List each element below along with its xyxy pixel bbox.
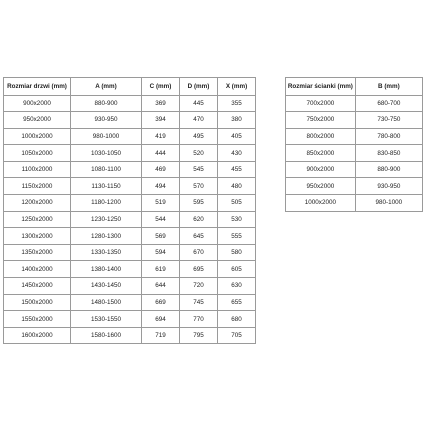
table-cell: 1080-1100: [71, 161, 142, 178]
table-cell: 694: [142, 311, 180, 328]
table-cell: 1530-1550: [71, 311, 142, 328]
table-cell: 880-900: [355, 161, 422, 178]
table-cell: 950x2000: [4, 112, 71, 129]
table-row: [286, 195, 423, 212]
table-cell: 800x2000: [286, 128, 356, 145]
column-header: D (mm): [180, 78, 218, 96]
table-cell: 980-1000: [71, 128, 142, 145]
table-row: [286, 112, 423, 129]
table-cell: 530: [218, 211, 256, 228]
table-cell: 1180-1200: [71, 195, 142, 212]
table-cell: 369: [142, 95, 180, 112]
table-row: [4, 327, 256, 344]
table-cell: 719: [142, 327, 180, 344]
table-cell: 1500x2000: [4, 294, 71, 311]
table-cell: 1330-1350: [71, 244, 142, 261]
table-cell: 1200x2000: [4, 195, 71, 212]
table-cell: 430: [218, 145, 256, 162]
table-cell: 900x2000: [4, 95, 71, 112]
table-row: [4, 294, 256, 311]
table-row: [286, 178, 423, 195]
door-sizes-table-body: [4, 95, 256, 344]
column-header: A (mm): [71, 78, 142, 96]
table-cell: 1430-1450: [71, 278, 142, 295]
wall-sizes-table-body: [286, 95, 423, 211]
table-cell: 669: [142, 294, 180, 311]
header-row: [4, 78, 256, 96]
table-cell: 570: [180, 178, 218, 195]
column-header: X (mm): [218, 78, 256, 96]
table-cell: 620: [180, 211, 218, 228]
table-cell: 1350x2000: [4, 244, 71, 261]
table-row: [4, 278, 256, 295]
table-cell: 730-750: [355, 112, 422, 129]
table-cell: 569: [142, 228, 180, 245]
table-row: [286, 145, 423, 162]
table-row: [4, 311, 256, 328]
table-cell: 1150x2000: [4, 178, 71, 195]
table-cell: 830-850: [355, 145, 422, 162]
table-cell: 630: [218, 278, 256, 295]
table-cell: 930-950: [355, 178, 422, 195]
table-cell: 445: [180, 95, 218, 112]
table-cell: 545: [180, 161, 218, 178]
table-cell: 419: [142, 128, 180, 145]
table-cell: 519: [142, 195, 180, 212]
table-cell: 1280-1300: [71, 228, 142, 245]
table-cell: 380: [218, 112, 256, 129]
table-row: [4, 128, 256, 145]
table-row: [286, 128, 423, 145]
table-cell: 1550x2000: [4, 311, 71, 328]
table-row: [4, 261, 256, 278]
table-cell: 594: [142, 244, 180, 261]
table-cell: 680: [218, 311, 256, 328]
door-sizes-table: [3, 77, 256, 344]
table-cell: 495: [180, 128, 218, 145]
table-row: [4, 161, 256, 178]
table-cell: 680-700: [355, 95, 422, 112]
column-header: B (mm): [355, 78, 422, 96]
table-cell: 405: [218, 128, 256, 145]
table-cell: 700x2000: [286, 95, 356, 112]
table-cell: 745: [180, 294, 218, 311]
table-cell: 980-1000: [355, 195, 422, 212]
table-cell: 770: [180, 311, 218, 328]
table-cell: 595: [180, 195, 218, 212]
table-cell: 1300x2000: [4, 228, 71, 245]
table-cell: 900x2000: [286, 161, 356, 178]
table-row: [4, 112, 256, 129]
table-cell: 469: [142, 161, 180, 178]
table-cell: 444: [142, 145, 180, 162]
table-cell: 1230-1250: [71, 211, 142, 228]
table-cell: 645: [180, 228, 218, 245]
table-row: [4, 244, 256, 261]
column-header: Rozmiar drzwi (mm): [4, 78, 71, 96]
header-row: [286, 78, 423, 96]
table-row: [4, 195, 256, 212]
table-row: [286, 161, 423, 178]
table-cell: 1400x2000: [4, 261, 71, 278]
table-cell: 1000x2000: [4, 128, 71, 145]
table-cell: 780-800: [355, 128, 422, 145]
table-cell: 555: [218, 228, 256, 245]
table-cell: 795: [180, 327, 218, 344]
table-cell: 644: [142, 278, 180, 295]
table-cell: 1250x2000: [4, 211, 71, 228]
table-cell: 950x2000: [286, 178, 356, 195]
table-cell: 505: [218, 195, 256, 212]
table-cell: 1050x2000: [4, 145, 71, 162]
table-cell: 670: [180, 244, 218, 261]
table-cell: 580: [218, 244, 256, 261]
table-cell: 1130-1150: [71, 178, 142, 195]
table-cell: 544: [142, 211, 180, 228]
table-row: [286, 95, 423, 112]
table-cell: 605: [218, 261, 256, 278]
table-cell: 930-950: [71, 112, 142, 129]
table-cell: 850x2000: [286, 145, 356, 162]
table-cell: 619: [142, 261, 180, 278]
column-header: C (mm): [142, 78, 180, 96]
table-cell: 455: [218, 161, 256, 178]
table-cell: 750x2000: [286, 112, 356, 129]
table-cell: 1480-1500: [71, 294, 142, 311]
table-cell: 1380-1400: [71, 261, 142, 278]
table-cell: 1450x2000: [4, 278, 71, 295]
table-cell: 470: [180, 112, 218, 129]
table-cell: 695: [180, 261, 218, 278]
wall-sizes-table: [285, 77, 423, 212]
table-cell: 494: [142, 178, 180, 195]
table-cell: 1100x2000: [4, 161, 71, 178]
table-cell: 720: [180, 278, 218, 295]
table-cell: 480: [218, 178, 256, 195]
table-row: [4, 145, 256, 162]
table-row: [4, 95, 256, 112]
table-cell: 520: [180, 145, 218, 162]
column-header: Rozmiar ścianki (mm): [286, 78, 356, 96]
table-cell: 1000x2000: [286, 195, 356, 212]
table-cell: 1580-1600: [71, 327, 142, 344]
door-sizes-table-header: [4, 78, 256, 96]
table-row: [4, 228, 256, 245]
table-row: [4, 178, 256, 195]
table-cell: 655: [218, 294, 256, 311]
table-row: [4, 211, 256, 228]
table-cell: 394: [142, 112, 180, 129]
table-cell: 1030-1050: [71, 145, 142, 162]
wall-sizes-table-header: [286, 78, 423, 96]
table-cell: 880-900: [71, 95, 142, 112]
table-cell: 1600x2000: [4, 327, 71, 344]
table-cell: 705: [218, 327, 256, 344]
table-cell: 355: [218, 95, 256, 112]
